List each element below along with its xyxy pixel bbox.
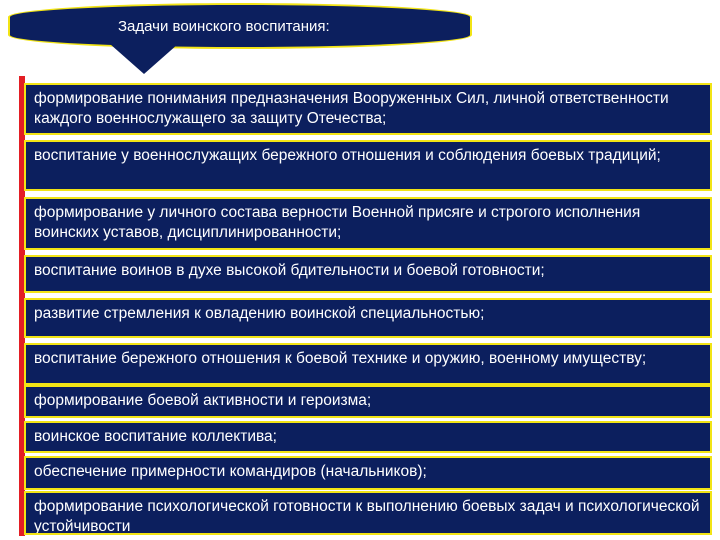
task-item-3: формирование у личного состава верности Военной присяге и строгого исполнения воинских уставов, дисциплинированности; [24, 197, 712, 250]
task-item-8: воинское воспитание коллектива; [24, 421, 712, 453]
task-item-10: формирование психологической готовности к выполнению боевых задач и психологической устойчивости [24, 491, 712, 535]
task-item-6: воспитание бережного отношения к боевой технике и оружию, военному имуществу; [24, 343, 712, 385]
task-item-5: развитие стремления к овладению воинской специальностью; [24, 298, 712, 338]
title-banner-pointer [110, 44, 178, 74]
task-item-4: воспитание воинов в духе высокой бдительности и боевой готовности; [24, 255, 712, 293]
task-item-9: обеспечение примерности командиров (начальников); [24, 456, 712, 490]
task-item-2: воспитание у военнослужащих бережного отношения и соблюдения боевых традиций; [24, 140, 712, 191]
banner-title: Задачи воинского воспитания: [118, 18, 330, 35]
task-item-7: формирование боевой активности и героизма; [24, 385, 712, 418]
task-item-1: формирование понимания предназначения Вооруженных Сил, личной ответственности каждого военнослужащего за защиту Отечества; [24, 83, 712, 135]
